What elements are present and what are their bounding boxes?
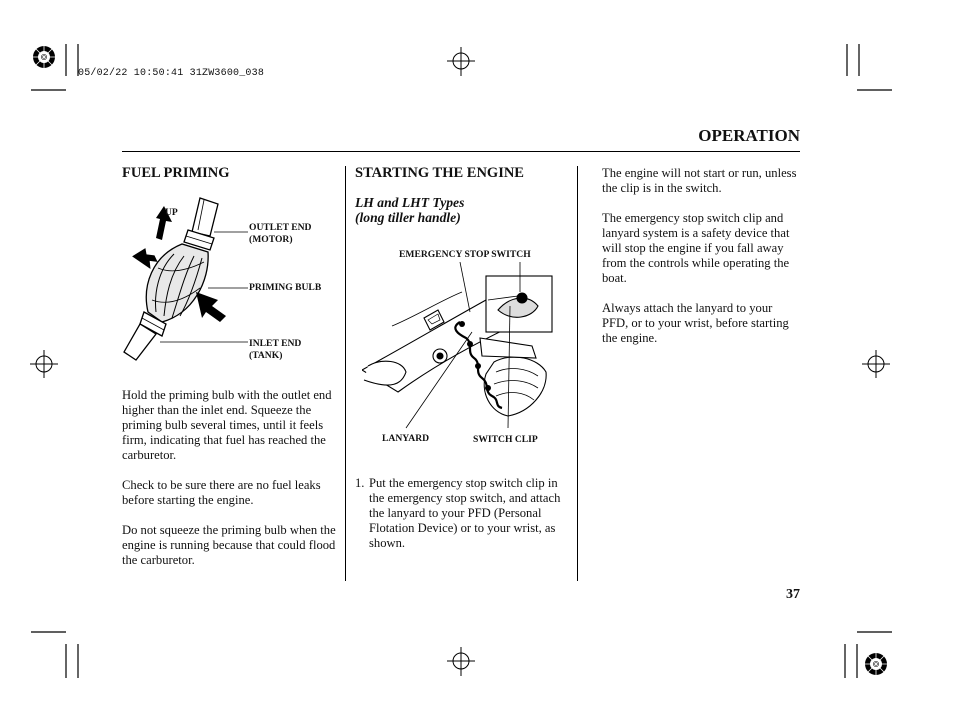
label-switch-clip: SWITCH CLIP — [473, 434, 538, 445]
paragraph: Hold the priming bulb with the outlet end higher than the inlet end. Squeeze the priming bulb several times, until it feels firm, indicating that fuel has reached the carburetor. — [122, 388, 332, 462]
paragraph: Always attach the lanyard to your PFD, or to your wrist, before starting the engine. — [602, 301, 789, 345]
step-number: 1. — [355, 476, 365, 490]
priming-bulb-illustration — [122, 196, 248, 362]
title-rule — [122, 151, 800, 152]
label-outlet-end: OUTLET END (MOTOR) — [249, 222, 312, 245]
fuel-priming-heading: FUEL PRIMING — [122, 165, 230, 181]
step-1 — [355, 476, 569, 551]
label-lanyard: LANYARD — [382, 433, 430, 444]
step-text: Put the emergency stop switch clip in the emergency stop switch, and attach the lanyard to your PFD (Personal Flotation Device) or to your wrist, as shown. — [369, 476, 561, 550]
label-up: UP — [165, 207, 178, 218]
column-divider-left — [345, 166, 346, 581]
label-inlet-end: INLET END (TANK) — [249, 338, 302, 361]
tiller-illustration — [362, 262, 558, 432]
label-emergency-stop-switch: EMERGENCY STOP SWITCH — [399, 249, 531, 260]
paragraph: Do not squeeze the priming bulb when the engine is running because that could flood the carburetor. — [122, 523, 336, 567]
print-info: 05/02/22 10:50:41 31ZW3600_038 — [78, 68, 265, 79]
column-divider-right — [577, 166, 578, 581]
starting-engine-subheading: LH and LHT Types (long tiller handle) — [355, 195, 465, 225]
page-number: 37 — [786, 587, 800, 602]
fuel-priming-text — [122, 388, 336, 568]
starting-engine-heading: STARTING THE ENGINE — [355, 165, 524, 181]
paragraph: Check to be sure there are no fuel leaks before starting the engine. — [122, 478, 321, 507]
section-title: OPERATION — [698, 126, 800, 145]
paragraph: The emergency stop switch clip and lanyard system is a safety device that will stop the engine if you fall away from the controls while operating the boat. — [602, 211, 790, 285]
label-priming-bulb: PRIMING BULB — [249, 282, 322, 293]
paragraph: The engine will not start or run, unless the clip is in the switch. — [602, 166, 797, 195]
right-column-text — [602, 166, 800, 346]
